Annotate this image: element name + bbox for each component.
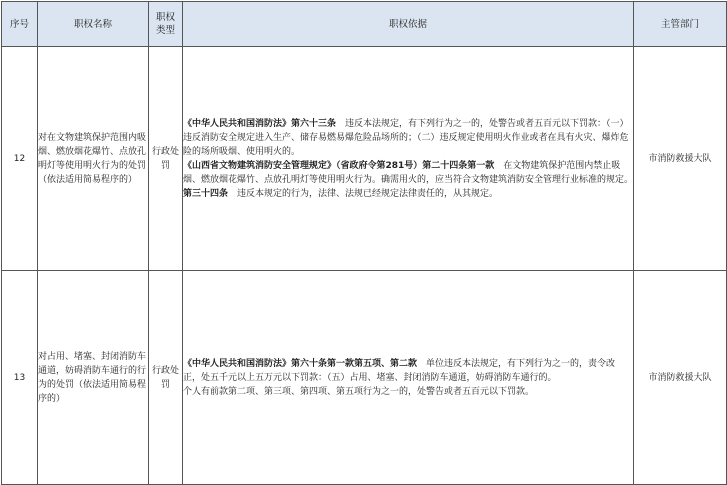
basis-text: 个人有前款第二项、第三项、第四项、第五项行为之一的，处警告或者五百元以下罚款。: [183, 386, 535, 397]
basis-paragraph: [183, 357, 633, 385]
authority-table: [1, 1, 727, 485]
row-type: 行政处罚: [149, 47, 183, 271]
header-basis: 职权依据: [183, 2, 634, 47]
header-seq: 序号: [2, 2, 38, 47]
basis-paragraph: [183, 117, 633, 159]
basis-bold: 《中华人民共和国消防法》第六十条第一款第五项、第二款: [183, 358, 418, 369]
row-seq: 12: [2, 47, 38, 271]
row-name: 对在文物建筑保护范围内吸烟、燃放烟花爆竹、点放孔明灯等使用明火行为的处罚（依法适用简易程序的）: [38, 47, 149, 271]
basis-paragraph: [183, 187, 633, 201]
basis-bold: 第三十四条: [183, 188, 229, 199]
table-row: [2, 47, 727, 271]
row-seq: 13: [2, 271, 38, 485]
basis-text: 违反本法规定，有下列行为之一的，处警告或者五百元以下罚款：（一）违反消防安全规定进入生产、储存易燃易爆危险品场所的；（二）违反规定使用明火作业或者在具有火灾、爆炸危险的场所吸烟、使用明火的。: [183, 118, 629, 157]
row-name: 对占用、堵塞、封闭消防车通道，妨碍消防车通行的行为的处罚（依法适用简易程序的）: [38, 271, 149, 485]
basis-bold: 《山西省文物建筑消防安全管理规定》（省政府令第281号）第二十四条第一款: [183, 160, 495, 171]
basis-paragraph: [183, 159, 633, 187]
table-row: [2, 271, 727, 485]
basis-bold: 《中华人民共和国消防法》第六十三条: [183, 118, 337, 129]
row-basis: [183, 47, 634, 271]
header-type-line1: 职权: [155, 12, 175, 23]
row-dept: 市消防救援大队: [634, 271, 727, 485]
header-name: 职权名称: [38, 2, 149, 47]
header-type: [149, 2, 183, 47]
basis-text: 违反本规定的行为，法律、法规已经规定法律责任的，从其规定。: [228, 188, 499, 199]
basis-text: 在文物建筑保护范围内禁止吸烟、燃放烟花爆竹、点放孔明灯等使用明火行为。确需用火的，应当符合文物建筑消防安全管理行业标准的规定。: [183, 160, 634, 185]
header-type-line2: 类型: [155, 25, 175, 36]
row-type: 行政处罚: [149, 271, 183, 485]
basis-text: 单位违反本法规定，有下列行为之一的，责令改正，处五千元以上五万元以下罚款：（五）占用、堵塞、封闭消防车通道，妨碍消防车通行的。: [183, 358, 616, 383]
header-dept: 主管部门: [634, 2, 727, 47]
basis-paragraph: [183, 385, 633, 399]
header-row: [2, 2, 727, 47]
row-dept: 市消防救援大队: [634, 47, 727, 271]
row-basis: [183, 271, 634, 485]
